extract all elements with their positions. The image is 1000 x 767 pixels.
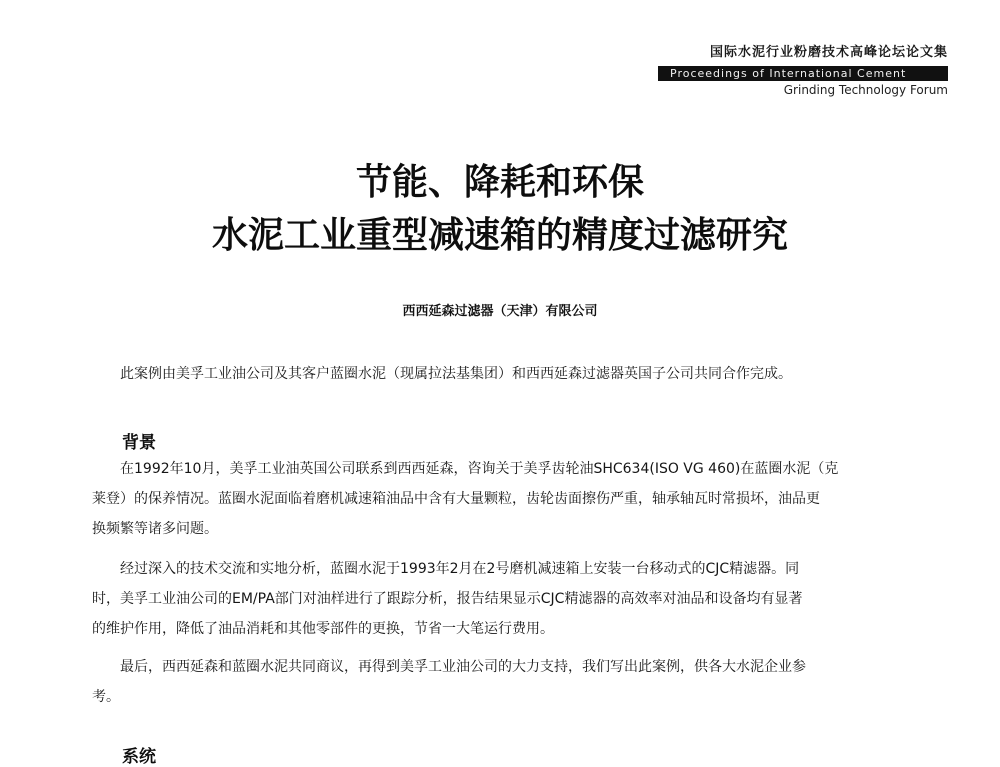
- section-heading-system: 系统: [122, 747, 156, 767]
- paragraph-2-line-3: 的维护作用，降低了油品消耗和其他零部件的更换，节省一大笔运行费用。: [92, 621, 554, 637]
- paper-title-line1: 节能、降耗和环保: [355, 162, 644, 203]
- paragraph-2-line-1: 经过深入的技术交流和实地分析，蓝圈水泥于1993年2月在2号磨机减速箱上安装一台移动式的CJC精滤器。同: [120, 561, 800, 577]
- paragraph-1-line-3: 换频繁等诸多问题。: [92, 521, 218, 537]
- proceedings-title-en-line2: Grinding Technology Forum: [783, 83, 948, 97]
- paper-title-line2: 水泥工业重型减速箱的精度过滤研究: [211, 215, 788, 256]
- paragraph-3-line-1: 最后，西西延森和蓝圈水泥共同商议，再得到美孚工业油公司的大力支持，我们写出此案例，供各大水泥企业参: [120, 659, 806, 675]
- paragraph-1-line-1: 在1992年10月，美孚工业油英国公司联系到西西延森，咨询关于美孚齿轮油SHC634(ISO VG 460)在蓝圈水泥（克: [120, 461, 839, 477]
- paragraph-1-line-2: 莱登）的保养情况。蓝圈水泥面临着磨机减速箱油品中含有大量颗粒，齿轮齿面擦伤严重，轴承轴瓦时常损坏，油品更: [92, 491, 820, 507]
- proceedings-header: [658, 44, 948, 99]
- paragraph-3-line-2: 考。: [92, 689, 120, 705]
- author-affiliation: 西西延森过滤器（天津）有限公司: [402, 304, 598, 319]
- proceedings-title-cn: 国际水泥行业粉磨技术高峰论坛论文集: [709, 45, 948, 60]
- paragraph-2-line-2: 时，美孚工业油公司的EM/PA部门对油样进行了跟踪分析，报告结果显示CJC精滤器的高效率对油品和设备均有显著: [92, 591, 803, 607]
- intro-paragraph: 此案例由美孚工业油公司及其客户蓝圈水泥（现属拉法基集团）和西西延森过滤器英国子公司共同合作完成。: [120, 366, 792, 382]
- proceedings-title-en-bar: Proceedings of International Cement: [658, 66, 948, 81]
- section-heading-background: 背景: [122, 433, 156, 453]
